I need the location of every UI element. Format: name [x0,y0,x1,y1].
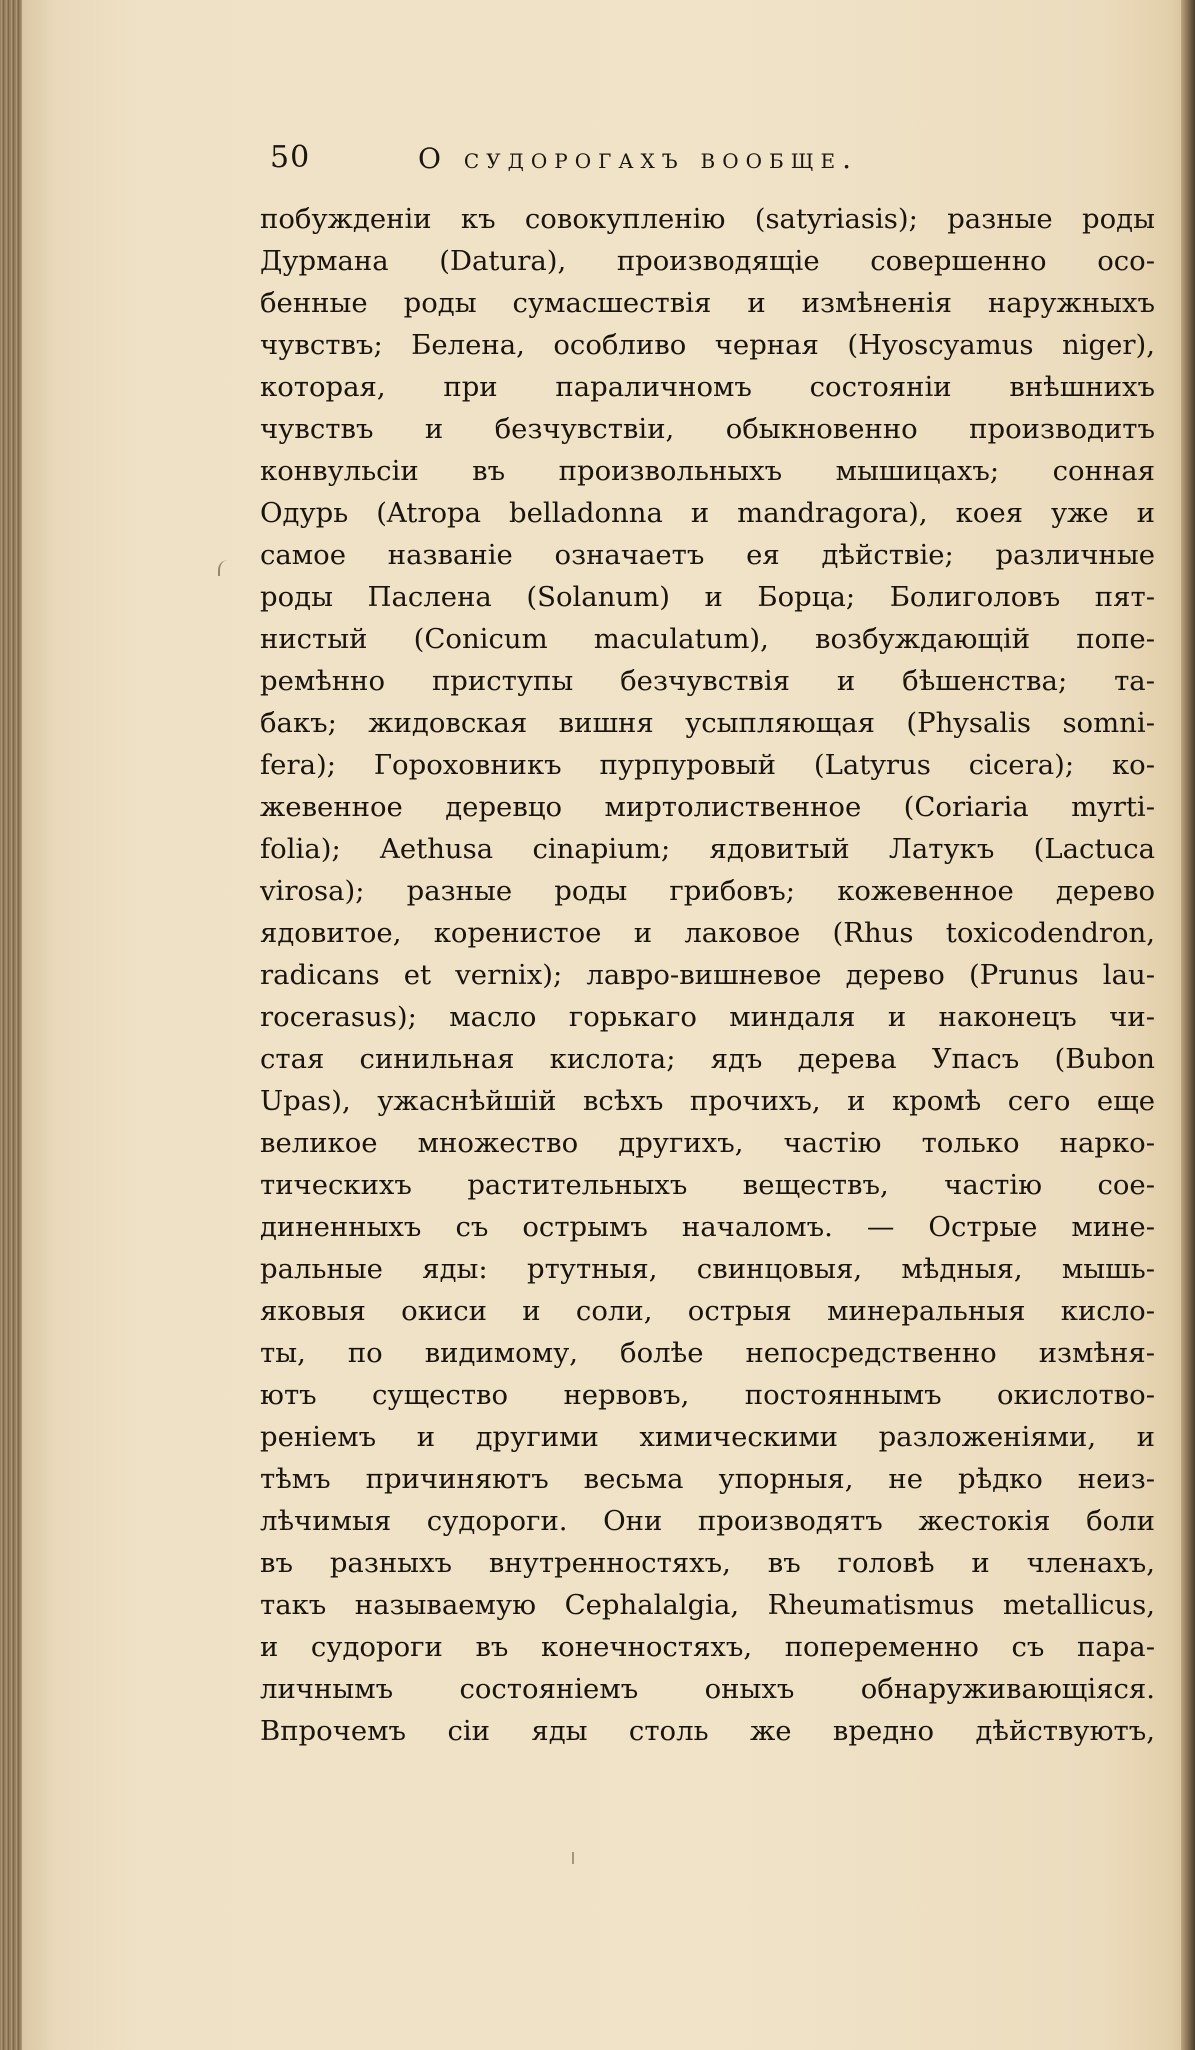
ink-speck [572,1852,574,1864]
text-line: Upas), ужаснѣйшій всѣхъ прочихъ, и кромѣ сего еще [260,1085,1155,1117]
text-line: чувствъ; Белена, особливо черная (Hyoscyamus niger), [260,329,1155,361]
text-line: бенные роды сумасшествія и измѣненія наружныхъ [260,287,1155,319]
text-line: fera); Гороховникъ пурпуровый (Latyrus cicera); ко- [260,749,1155,781]
text-line: Одурь (Atropa belladonna и mandragora), коея уже и [260,497,1155,529]
running-title: О судорогахъ вообще. [418,142,859,175]
text-line: яковыя окиси и соли, острыя минеральныя кисло- [260,1295,1155,1327]
text-line: диненныхъ съ острымъ началомъ. — Острые мине- [260,1211,1155,1243]
page-header [270,140,1030,184]
text-line: folia); Aethusa cinapium; ядовитый Латукъ (Lactuca [260,833,1155,865]
text-line: тѣмъ причиняютъ весьма упорныя, не рѣдко неиз- [260,1463,1155,1495]
text-line: Впрочемъ сіи яды столь же вредно дѣйствуютъ, [260,1715,1155,1747]
text-line: virosa); разные роды грибовъ; кожевенное дерево [260,875,1155,907]
text-line: жевенное деревцо миртолиственное (Coriaria myrti- [260,791,1155,823]
text-line: тическихъ растительныхъ веществъ, частію сое- [260,1169,1155,1201]
text-line: нистый (Conicum maculatum), возбуждающій попе- [260,623,1155,655]
text-line: чувствъ и безчувствіи, обыкновенно производитъ [260,413,1155,445]
text-line: такъ называемую Cephalalgia, Rheumatismus metallicus, [260,1589,1155,1621]
text-line: ядовитое, коренистое и лаковое (Rhus toxicodendron, [260,917,1155,949]
text-line: бакъ; жидовская вишня усыпляющая (Physalis somni- [260,707,1155,739]
book-page-edges [0,0,22,2050]
text-line: личнымъ состояніемъ оныхъ обнаруживающіяся. [260,1673,1155,1705]
text-line: стая синильная кислота; ядъ дерева Упасъ (Bubon [260,1043,1155,1075]
text-line: ты, по видимому, болѣе непосредственно измѣня- [260,1337,1155,1369]
text-line: побужденіи къ совокупленію (satyriasis); разные роды [260,203,1155,235]
text-line: ральные яды: ртутныя, свинцовыя, мѣдныя, мышь- [260,1253,1155,1285]
text-line: роды Паслена (Solanum) и Борца; Болиголовъ пят- [260,581,1155,613]
margin-mark [218,560,230,576]
text-line: Дурмана (Datura), производящіе совершенно осо- [260,245,1155,277]
text-line: и судороги въ конечностяхъ, попеременно съ пара- [260,1631,1155,1663]
body-text [260,198,1155,1752]
text-line: реніемъ и другими химическими разложеніями, и [260,1421,1155,1453]
text-line: лѣчимыя судороги. Они производятъ жестокія боли [260,1505,1155,1537]
text-line: самое названіе означаетъ ея дѣйствіе; различные [260,539,1155,571]
text-line: ремѣнно приступы безчувствія и бѣшенства; та- [260,665,1155,697]
text-line: ютъ существо нервовъ, постояннымъ окислотво- [260,1379,1155,1411]
text-line: конвульсіи въ произвольныхъ мышицахъ; сонная [260,455,1155,487]
text-line: великое множество другихъ, частію только нарко- [260,1127,1155,1159]
text-line: rocerasus); масло горькаго миндаля и наконецъ чи- [260,1001,1155,1033]
text-line: radicans et vernix); лавро-вишневое дерево (Prunus lau- [260,959,1155,991]
text-line: въ разныхъ внутренностяхъ, въ головѣ и членахъ, [260,1547,1155,1579]
text-line: которая, при параличномъ состояніи внѣшнихъ [260,371,1155,403]
page-number: 50 [270,140,311,175]
binding-shadow [1181,0,1195,2050]
